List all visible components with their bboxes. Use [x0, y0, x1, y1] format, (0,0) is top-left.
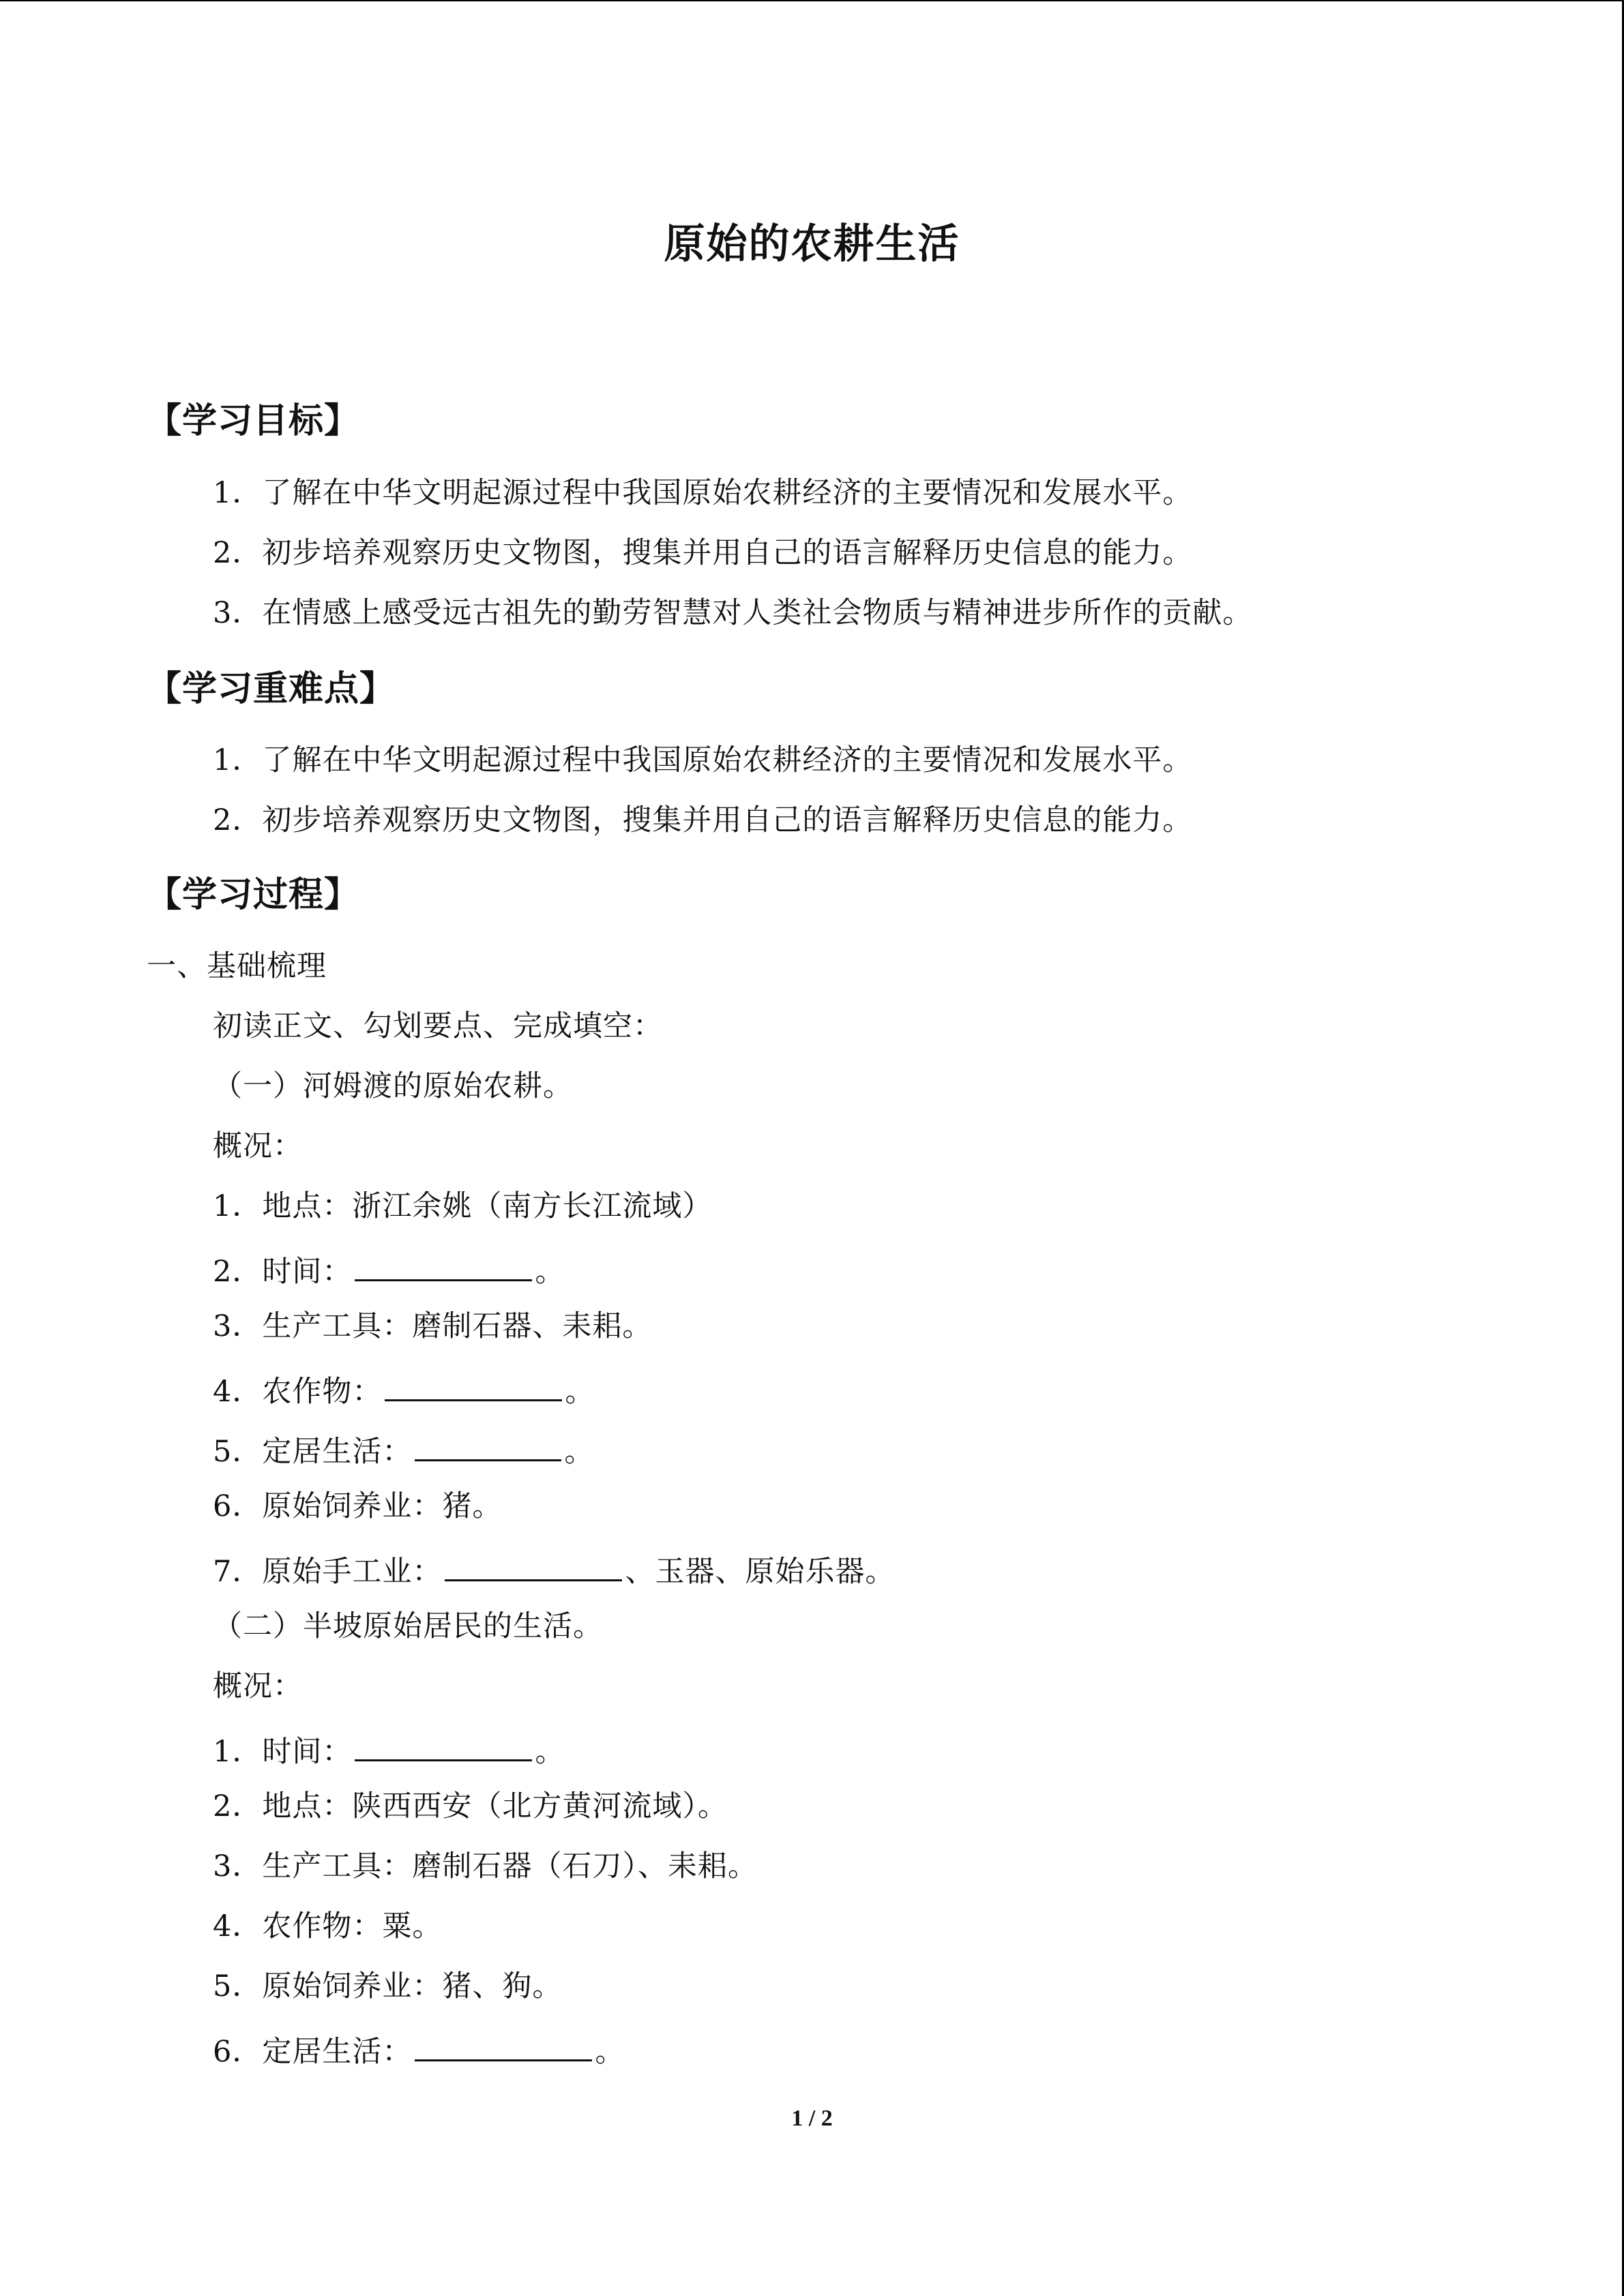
hemudu-item-3: 3．生产工具：磨制石器、耒耜。 [213, 1309, 653, 1343]
banpo-item-6-suffix: 。 [595, 2035, 625, 2069]
banpo-item-1-suffix: 。 [535, 1735, 565, 1769]
goal-item-2: 2．初步培养观察历史文物图，搜集并用自己的语言解释历史信息的能力。 [213, 536, 1193, 570]
fill-blank-banpo-settlement[interactable] [415, 2032, 592, 2061]
hemudu-item-1: 1．地点：浙江余姚（南方长江流域） [213, 1189, 713, 1223]
hemudu-item-4-suffix: 。 [565, 1375, 595, 1409]
banpo-overview: 概况： [213, 1669, 303, 1703]
page-number: 1 / 2 [791, 2106, 833, 2131]
hemudu-item-4 [213, 1372, 595, 1407]
fill-blank-hemudu-handicraft[interactable] [445, 1552, 622, 1581]
hemudu-item-5-suffix: 。 [564, 1435, 595, 1469]
hemudu-item-7 [213, 1552, 895, 1587]
hemudu-overview: 概况： [213, 1129, 303, 1163]
hemudu-item-6: 6．原始饲养业：猪。 [213, 1489, 503, 1523]
goal-item-3: 3．在情感上感受远古祖先的勤劳智慧对人类社会物质与精神进步所作的贡献。 [213, 596, 1253, 630]
key-point-item-2: 2．初步培养观察历史文物图，搜集并用自己的语言解释历史信息的能力。 [213, 803, 1193, 837]
hemudu-item-5-prefix: 5．定居生活： [213, 1435, 413, 1469]
banpo-item-6-prefix: 6．定居生活： [213, 2035, 413, 2069]
part-one-title: 一、基础梳理 [147, 949, 327, 983]
hemudu-item-2 [213, 1252, 565, 1287]
hemudu-item-2-prefix: 2．时间： [213, 1255, 353, 1289]
hemudu-item-7-suffix: 、玉器、原始乐器。 [625, 1555, 896, 1589]
section-heading-process: 【学习过程】 [147, 875, 360, 915]
hemudu-item-2-suffix: 。 [535, 1255, 565, 1289]
hemudu-item-7-prefix: 7．原始手工业： [213, 1555, 443, 1589]
fill-blank-hemudu-time[interactable] [355, 1252, 532, 1281]
hemudu-item-5 [213, 1432, 594, 1467]
banpo-item-5: 5．原始饲养业：猪、狗。 [213, 1969, 563, 2003]
fill-blank-banpo-time[interactable] [355, 1732, 532, 1761]
page-top-border [0, 0, 1624, 1]
banpo-item-6 [213, 2032, 625, 2067]
key-point-item-1: 1．了解在中华文明起源过程中我国原始农耕经济的主要情况和发展水平。 [213, 743, 1193, 777]
section-heading-key-points: 【学习重难点】 [147, 669, 396, 709]
banpo-item-3: 3．生产工具：磨制石器（石刀）、耒耜。 [213, 1849, 758, 1883]
section-heading-goals: 【学习目标】 [147, 401, 360, 441]
banpo-item-1 [213, 1732, 565, 1767]
banpo-item-1-prefix: 1．时间： [213, 1735, 353, 1769]
hemudu-item-4-prefix: 4．农作物： [213, 1375, 383, 1409]
hemudu-subtitle: （一）河姆渡的原始农耕。 [213, 1069, 573, 1103]
banpo-item-4: 4．农作物：粟。 [213, 1909, 443, 1943]
page-title: 原始的农耕生活 [664, 220, 960, 268]
fill-blank-hemudu-crops[interactable] [385, 1372, 562, 1401]
banpo-subtitle: （二）半坡原始居民的生活。 [213, 1609, 603, 1643]
fill-blank-hemudu-settlement[interactable] [415, 1432, 561, 1461]
goal-item-1: 1．了解在中华文明起源过程中我国原始农耕经济的主要情况和发展水平。 [213, 476, 1193, 510]
instruction-text: 初读正文、勾划要点、完成填空： [213, 1009, 663, 1043]
banpo-item-2: 2．地点：陕西西安（北方黄河流域）。 [213, 1789, 728, 1823]
